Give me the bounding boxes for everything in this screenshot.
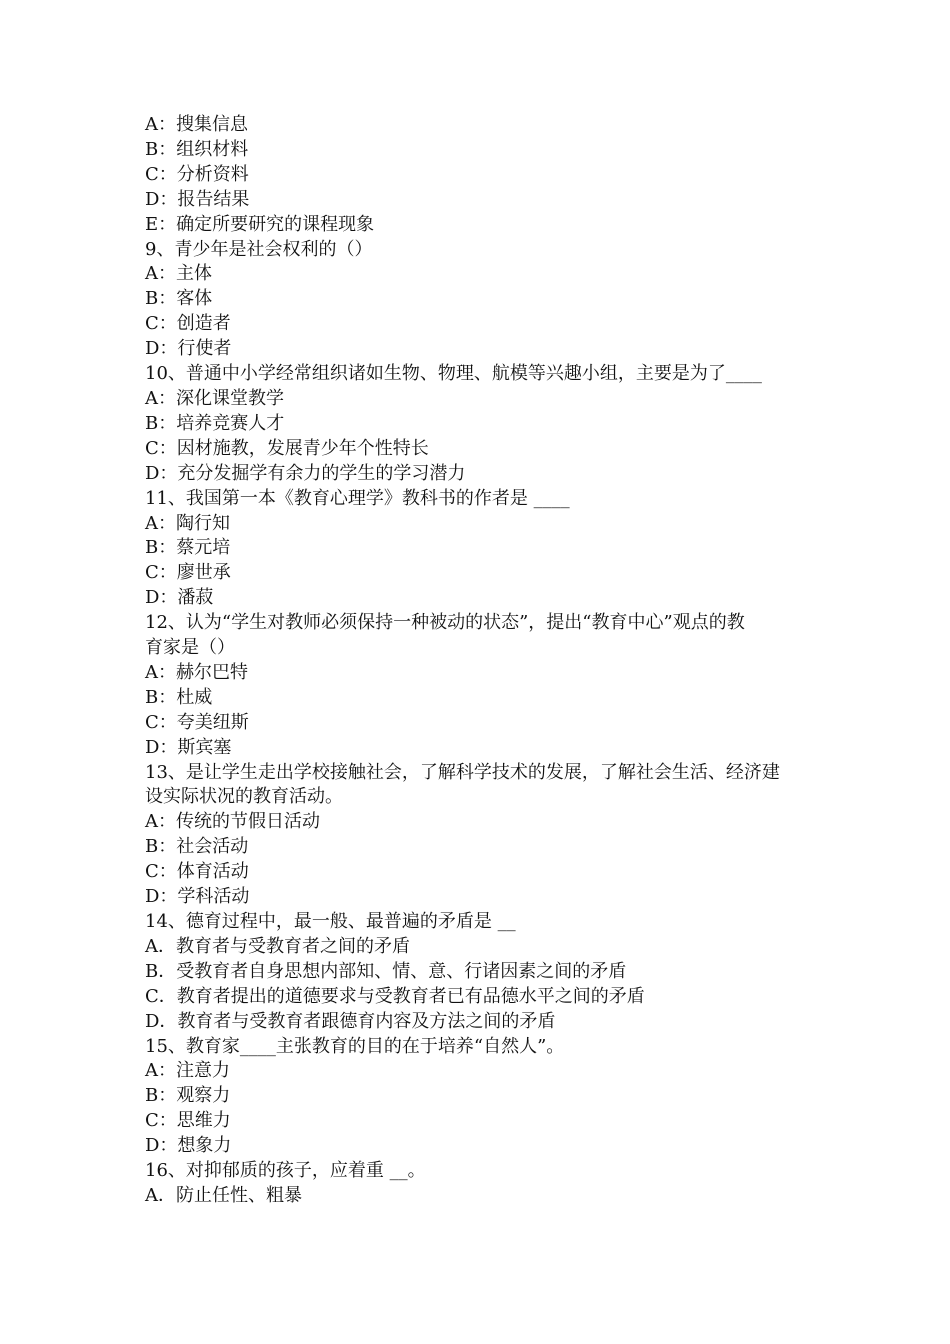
option-line: A：赫尔巴特: [145, 661, 248, 683]
option-line: C．教育者提出的道德要求与受教育者已有品德水平之间的矛盾: [145, 985, 645, 1007]
question-12-continued: 育家是（）: [145, 637, 235, 659]
option-line: A：主体: [145, 263, 212, 285]
option-line: B．受教育者自身思想内部知、情、意、行诸因素之间的矛盾: [145, 960, 627, 982]
option-line: D：想象力: [145, 1135, 232, 1157]
question-11: 11、我国第一本《教育心理学》教科书的作者是 ____: [145, 487, 570, 509]
option-line: E：确定所要研究的课程现象: [145, 213, 375, 235]
option-line: B：社会活动: [145, 836, 249, 858]
option-line: C：分析资料: [145, 163, 249, 185]
option-line: D：潘菽: [145, 587, 214, 609]
question-16: 16、对抑郁质的孩子，应着重 __。: [145, 1160, 426, 1182]
option-line: B：培养竞赛人才: [145, 412, 285, 434]
question-12: 12、认为“学生对教师必须保持一种被动的状态”，提出“教育中心”观点的教: [145, 612, 745, 634]
option-line: A：陶行知: [145, 512, 230, 534]
question-13-continued: 设实际状况的教育活动。: [145, 786, 343, 808]
option-line: A：深化课堂教学: [145, 387, 284, 409]
option-line: A．防止任性、粗暴: [145, 1184, 302, 1206]
option-line: D：报告结果: [145, 188, 250, 210]
option-line: B：观察力: [145, 1085, 231, 1107]
option-line: C：创造者: [145, 313, 231, 335]
option-line: B：杜威: [145, 686, 213, 708]
option-line: A．教育者与受教育者之间的矛盾: [145, 935, 410, 957]
question-15: 15、教育家____主张教育的目的在于培养“自然人”。: [145, 1035, 565, 1057]
option-line: C：体育活动: [145, 861, 249, 883]
option-line: C：夸美纽斯: [145, 711, 249, 733]
option-line: D：行使者: [145, 338, 232, 360]
option-line: B：蔡元培: [145, 537, 231, 559]
question-14: 14、德育过程中，最一般、最普遍的矛盾是 __: [145, 911, 516, 932]
option-line: C：廖世承: [145, 562, 231, 584]
option-line: B：组织材料: [145, 138, 249, 160]
option-line: D：充分发掘学有余力的学生的学习潜力: [145, 462, 466, 484]
option-line: B：客体: [145, 288, 213, 310]
question-9: 9、青少年是社会权利的（）: [145, 238, 373, 260]
option-line: A：注意力: [145, 1060, 230, 1082]
question-13: 13、是让学生走出学校接触社会，了解科学技术的发展，了解社会生活、经济建: [145, 761, 780, 783]
question-10: 10、普通中小学经常组织诸如生物、物理、航模等兴趣小组，主要是为了____: [145, 363, 762, 385]
option-line: D：学科活动: [145, 886, 250, 908]
document-body: [145, 113, 815, 1209]
option-line: C：思维力: [145, 1110, 231, 1132]
option-line: C：因材施教，发展青少年个性特长: [145, 437, 429, 459]
option-line: A：搜集信息: [145, 114, 248, 135]
option-line: D：斯宾塞: [145, 736, 232, 758]
option-line: A：传统的节假日活动: [145, 811, 320, 833]
option-line: D．教育者与受教育者跟德育内容及方法之间的矛盾: [145, 1010, 556, 1032]
